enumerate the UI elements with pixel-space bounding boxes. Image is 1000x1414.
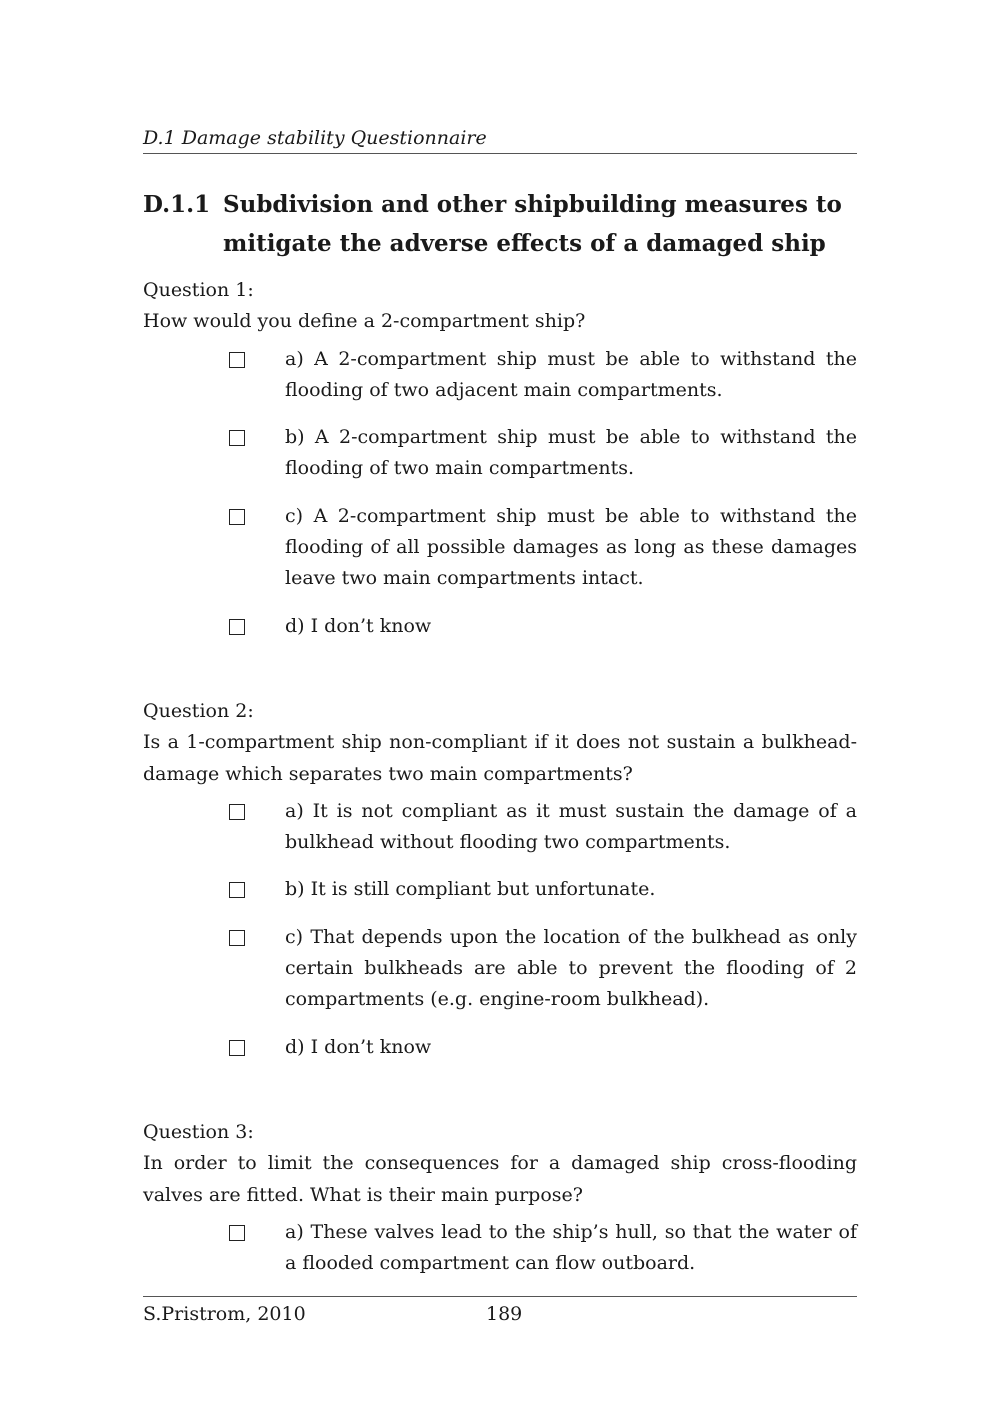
- checkbox[interactable]: [229, 882, 245, 898]
- answer-option: [143, 1217, 857, 1280]
- question-text: Is a 1-compartment ship non-compliant if it does not sustain a bulkhead-damage which separates two main compartments?: [143, 731, 857, 785]
- option-text: a) It is not compliant as it must sustain the damage of a bulkhead without flooding two compartments.: [285, 799, 857, 854]
- questionnaire: [143, 275, 857, 1295]
- section-heading: [143, 185, 857, 263]
- question-text: In order to limit the consequences for a damaged ship cross-flooding valves are fitted. What is their main purpose?: [143, 1152, 857, 1206]
- answer-option: [143, 874, 857, 905]
- question-1: [143, 275, 857, 642]
- question-3: [143, 1117, 857, 1279]
- option-text: b) A 2-compartment ship must be able to withstand the flooding of two main compartments.: [285, 426, 857, 480]
- spacer: [143, 1079, 857, 1117]
- section-title: Subdivision and other shipbuilding measures to mitigate the adverse effects of a damaged ship: [223, 191, 842, 257]
- checkbox[interactable]: [229, 1040, 245, 1056]
- footer-rule: [143, 1296, 857, 1297]
- answer-option: [143, 501, 857, 595]
- answer-option: [143, 1032, 857, 1063]
- option-text: d) I don’t know: [285, 614, 432, 637]
- option-text: b) It is still compliant but unfortunate.: [285, 878, 656, 901]
- checkbox[interactable]: [229, 352, 245, 368]
- option-text: d) I don’t know: [285, 1035, 432, 1058]
- checkbox[interactable]: [229, 619, 245, 635]
- answer-options: [143, 1217, 857, 1280]
- answer-option: [143, 611, 857, 642]
- running-head: D.1 Damage stability Questionnaire: [143, 127, 487, 149]
- page-number: 189: [486, 1303, 523, 1325]
- header-rule: [143, 153, 857, 154]
- answer-option: [143, 796, 857, 859]
- question-2: [143, 696, 857, 1063]
- footer-author: S.Pristrom, 2010: [143, 1303, 306, 1325]
- option-text: c) A 2-compartment ship must be able to withstand the flooding of all possible damages as long as these damages leave two main compartments intact.: [285, 504, 857, 590]
- checkbox[interactable]: [229, 430, 245, 446]
- option-text: a) These valves lead to the ship’s hull, so that the water of a flooded compartment can flow outboard.: [285, 1220, 857, 1275]
- checkbox[interactable]: [229, 1225, 245, 1241]
- answer-option: [143, 922, 857, 1016]
- section-number: D.1.1: [143, 191, 211, 218]
- checkbox[interactable]: [229, 804, 245, 820]
- question-label: Question 3:: [143, 1120, 254, 1143]
- checkbox[interactable]: [229, 930, 245, 946]
- answer-options: [143, 796, 857, 1063]
- answer-option: [143, 344, 857, 407]
- answer-options: [143, 344, 857, 642]
- question-label: Question 1:: [143, 279, 254, 301]
- question-text: How would you define a 2-compartment ship?: [143, 310, 586, 333]
- question-label: Question 2:: [143, 699, 254, 722]
- document-page: [143, 0, 857, 1414]
- spacer: [143, 658, 857, 696]
- answer-option: [143, 422, 857, 485]
- checkbox[interactable]: [229, 509, 245, 525]
- option-text: a) A 2-compartment ship must be able to withstand the flooding of two adjacent main compartments.: [285, 347, 857, 401]
- option-text: c) That depends upon the location of the bulkhead as only certain bulkheads are able to prevent the flooding of 2 compartments (e.g. engine-room bulkhead).: [285, 925, 857, 1011]
